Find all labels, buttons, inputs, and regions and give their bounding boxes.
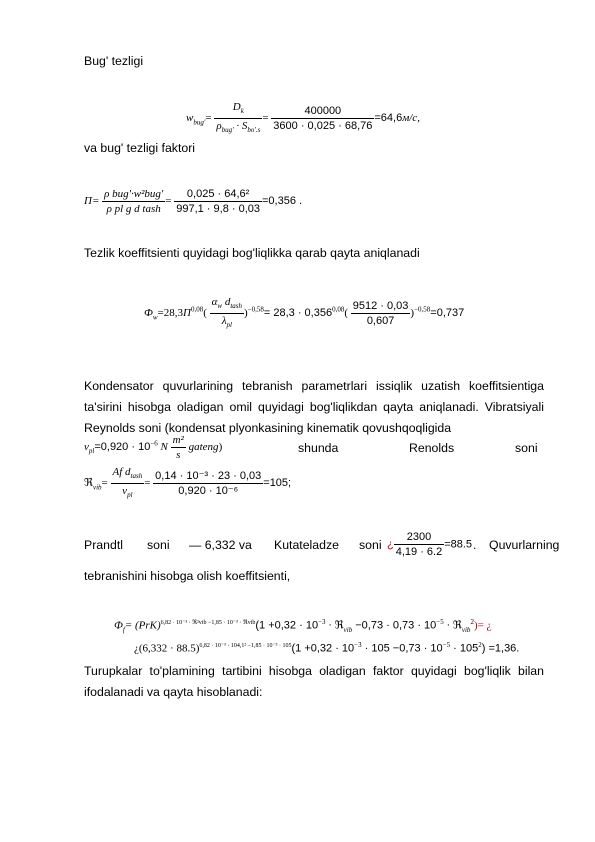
word-shunda: shunda [298,441,339,455]
equation-vibration-factor: $Ф_f= (PrK)^{6,82 \cdot 10^{-3} \cdot ℜ^2vib -1,85 \cdot 10^{-3} \cdot ℜvib}(1 +0,32 \cdot 10^{-3}$ · ℜ$_{vib}$ $-0,73 \cdot 0,73 \cdot 10^{-5}$ · ℜ$_{vib}^2$)= ¿ [114,618,492,634]
eq1-frac-symbolic: $\frac{D_k}{\rho_{bug'} \cdot S_{bo'.s}}$ [216,101,261,135]
paragraph-prandtl-line2: tebranishini hisobga olish koeffitsienti, [84,569,291,583]
word-renolds: Renolds [409,441,455,455]
paragraph-turupkalar: Turupkalar to'plamining tartibini hisobga oladigan faktor quyidagi bog'liqlik bilan ifodalanadi va qayta hisoblanadi: [84,664,544,699]
eq5-frac-symbolic: $\frac{Af d_{tash}}{\nu_{pl}}$ [112,466,143,500]
equation-vibration-factor-numeric: ¿$(6,332 \cdot 88.5)^{6,82 \cdot 10^{-3} \cdot 104,1^2 -1,85 \cdot 10^{-3} \cdot 105}(1 +0,32 \cdot 10^{-3} \cdot 105 -0,73 \cdot 10^{-5} \cdot 105^2) =1,36$. [134,641,520,655]
equation-kinematic-viscosity: $\nu_{pl}=0,920 \cdot 10^{-6}$ N $\frac{\text{m²}}{s}$ gateng) shunda Renolds soni [84,434,538,461]
eq4-unit-frac: $\frac{\text{m²}}{s}$ [172,434,184,461]
equation-vibration-reynolds: ℜ$_{vib}$= $\frac{Af d_{tash}}{\nu_{pl}}$ = $\frac{\text{0,14 · 10⁻³ · 23 · 0,03}}{\text{0,920 · 10⁻⁶}}$ =105; [84,465,291,502]
eq3-frac-symbolic: $\frac{\alpha_w d_{tash}}{\lambda_{pl}}$ [211,296,242,330]
kutateladze-frac: $\frac{2300}{4,19 \cdot 6.2}$ [395,531,443,558]
paragraph-prandtl: Prandtl soni — 6,332 va Kutateladze soni ¿ $\frac{2300}{4,19 \cdot 6.2}$ =88.5 . Quvurlarning [84,531,560,558]
word-soni: soni [515,441,538,455]
eq1-lhs-sub: bug' [193,118,206,127]
eq2-frac-symbolic: $\frac{\text{ρ bug'·w²bug'}}{\text{ρ pl g d tash}}$ [104,188,164,215]
equation-steam-velocity: $w_{bug'}=$ $\frac{D_k}{\rho_{bug'} \cdot S_{bo'.s}}$ = $\frac{400000}{3600 \cdot 0,025 \cdot 68,76}$ =64,6м/с, [186,100,420,137]
eq1-result: =64,6 [374,112,403,125]
paragraph-kondensator: Kondensator quvurlarining tebranish parametrlari issiqlik uzatish koeffitsientiga ta'sirini hisobga oladigan omil quyidagi bog'liqlikdan qayta aniqlanadi. Vibratsiyali Reynolds soni (kondensat plyonkasining kinematik qovushqoqligida [84,379,544,435]
eq5-frac-numeric: $\frac{\text{0,14 · 10⁻³ · 23 · 0,03}}{\text{0,920 · 10⁻⁶}}$ [155,470,262,498]
eq3-frac-numeric: $\frac{9512 \cdot 0,03}{0,607}$ [352,300,409,328]
eq5-result: =105; [263,477,292,490]
eq3-result: =0,737 [430,307,465,320]
equation-velocity-factor: П= $\frac{\text{ρ bug'·w²bug'}}{\text{ρ pl g d tash}}$ = $\frac{\text{0,025 · 64,6²}}{997,1 \cdot 9,8 \cdot 0,03}$ =0,356 . [84,188,303,215]
paragraph-tezlik: Tezlik koeffitsienti quyidagi bog'liqlikka qarab qayta aniqlanadi [84,246,420,260]
heading-bug-tezligi: Bug' tezligi [84,54,144,68]
eq2-frac-numeric: $\frac{\text{0,025 · 64,6²}}{997,1 \cdot 9,8 \cdot 0,03}$ [176,188,260,215]
eq1-unit: м/с [402,112,418,125]
equation-velocity-coefficient: $Ф_w=28,3П^{0,08}$( $\frac{\alpha_w d_{tash}}{\lambda_{pl}}$ )$^{-0,58}= 28,3 \cdot 0,356^{0,08}$( $\frac{9512 \cdot 0,03}{0,607}$ )$^{-0,58}$=0,737 [144,295,464,332]
eq1-lhs: w [186,112,194,125]
heading-faktor: va bug' tezligi faktori [84,141,196,155]
eq1-frac-numeric: $\frac{400000}{3600 \cdot 0,025 \cdot 68,76}$ [273,105,373,133]
eq2-result: =0,356 . [262,195,303,208]
